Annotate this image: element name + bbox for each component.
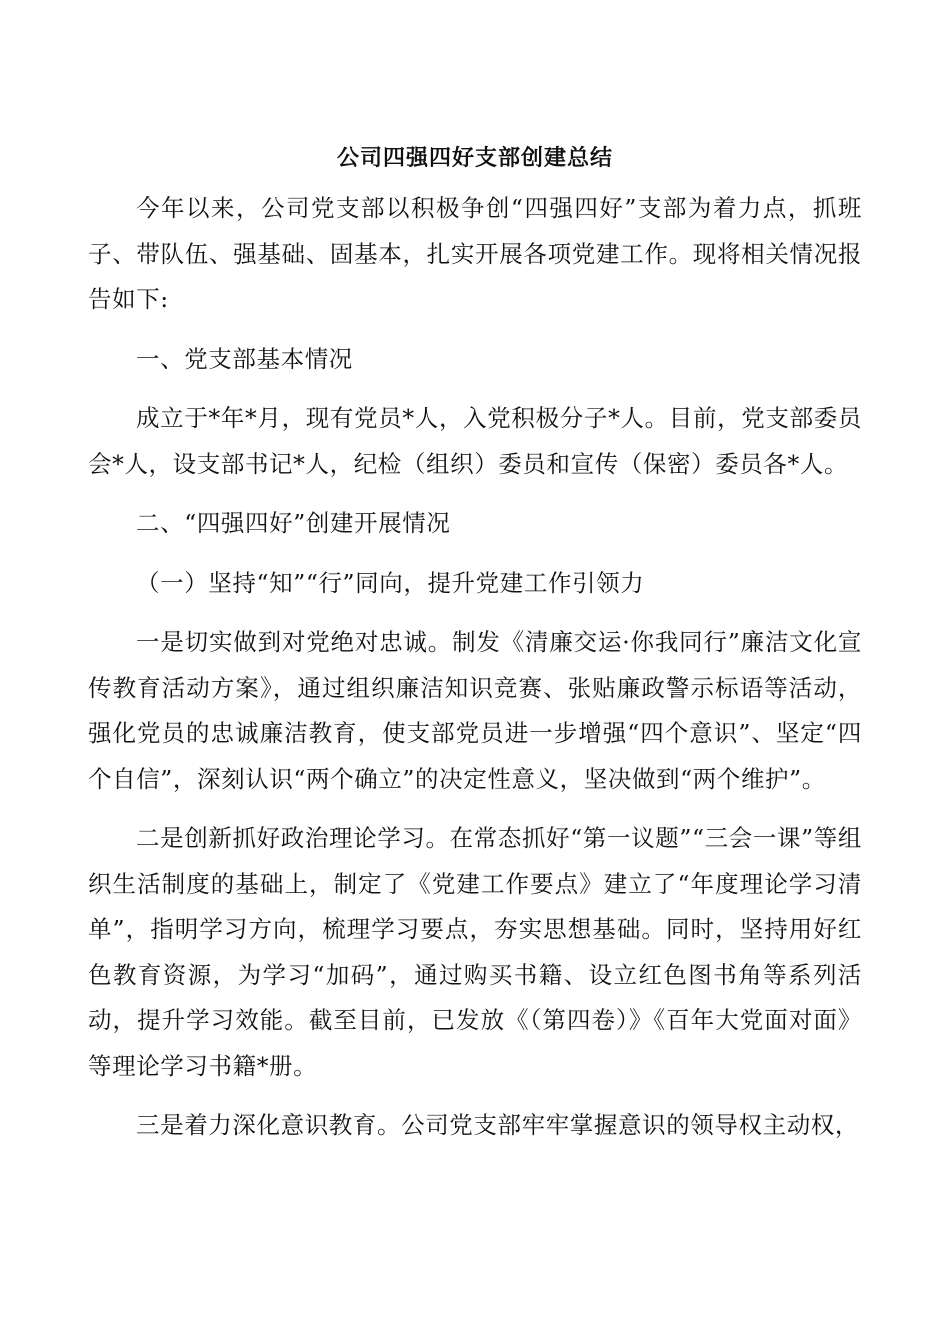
section-heading-basic-info: 一、党支部基本情况 — [136, 344, 353, 373]
point-three-paragraph: 三是着力深化意识教育。公司党支部牢牢掌握意识的领导权主动权， — [136, 1111, 859, 1139]
subsection-heading-1: （一）坚持“知”“行”同向，提升党建工作引领力 — [136, 568, 645, 597]
section-heading-creation: 二、“四强四好”创建开展情况 — [136, 509, 451, 537]
document-title: 公司四强四好支部创建总结 — [336, 145, 613, 171]
point-one-paragraph: 一是切实做到对党绝对忠诚。制发《清廉交运·你我同行”廉洁文化宣传教育活动方案》，通过组织廉洁知识竞赛、张贴廉政警示标语等活动，强化党员的忠诚廉洁教育，使支部党员进一步增强“四个意识”、坚定“四个自信”，深刻认识“两个确立”的决定性意义，坚决做到“两个维护”。 — [88, 628, 862, 793]
intro-paragraph: 今年以来，公司党支部以积极争创“四强四好”支部为着力点，抓班子、带队伍、强基础、固基本，扎实开展各项党建工作。现将相关情况报告如下: — [88, 194, 862, 313]
point-two-paragraph: 二是创新抓好政治理论学习。在常态抓好“第一议题”“三会一课”等组织生活制度的基础上，制定了《党建工作要点》建立了“年度理论学习清单”，指明学习方向，梳理学习要点，夯实思想基础。同时，坚持用好红色教育资源，为学习“加码”，通过购买书籍、设立红色图书角等系列活动，提升学习效能。截至目前，已发放《（第四卷）》《百年大党面对面》等理论学习书籍*册。 — [88, 824, 862, 1080]
basic-info-paragraph: 成立于*年*月，现有党员*人，入党积极分子*人。目前，党支部委员会*人，设支部书记*人，纪检（组织）委员和宣传（保密）委员各*人。 — [88, 404, 862, 478]
document-page — [88, 138, 862, 1163]
